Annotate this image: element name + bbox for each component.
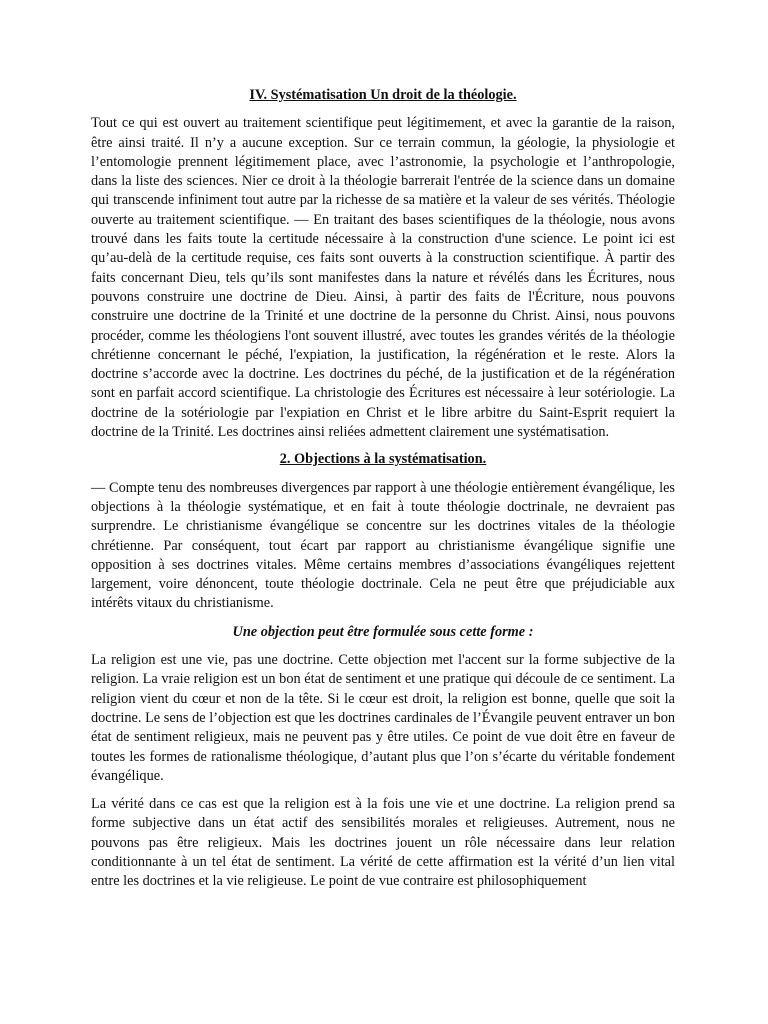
section-paragraph: — Compte tenu des nombreuses divergences par rapport à une théologie entièrement évangélique, les objections à la théologie systématique, et en fait à toute théologie doctrinale, ne devraient pas surprendre. Le christianisme évangélique se concentre sur les doctrines vitales de la théologie chrétienne. Par conséquent, tout écart par rapport au christianisme évangélique signifie une opposition à ses doctrines vitales. Même certains membres d’associations évangéliques rejettent largement, voire dénoncent, toute théologie doctrinale. Cela ne peut être que préjudiciable aux intérêts vitaux du christianisme. — [91, 479, 675, 612]
section-paragraph: Tout ce qui est ouvert au traitement scientifique peut légitimement, et avec la garantie de la raison, être ainsi traité. Il n’y a aucune exception. Sur ce terrain commun, la géologie, la physiologie et l’entomologie prennent légitimement place, avec l’astronomie, la psychologie et l’anthropologie, dans la liste des sciences. Nier ce droit à la théologie barrerait l'entrée de la science dans un domaine qui transcende infiniment tout autre par la richesse de sa matière et la valeur de ses vérités. Théologie ouverte au traitement scientifique. — En traitant des bases scientifiques de la théologie, nous avons trouvé dans les faits toute la certitude nécessaire à la construction d'une science. Le point ici est qu’au-delà de la certitude requise, ces faits sont ouverts à la construction scientifique. À partir des faits concernant Dieu, tels qu’ils sont manifestes dans la nature et révélés dans les Écritures, nous pouvons construire une doctrine de Dieu. Ainsi, à partir des faits de l'Écriture, nous pouvons construire une doctrine de la Trinité et une doctrine de la personne du Christ. Ainsi, nous pouvons procéder, comme les théologiens l'ont souvent illustré, avec toutes les grandes vérités de la théologie chrétienne concernant le péché, l'expiation, la justification, la régénération et le reste. Alors la doctrine s’accorde avec la doctrine. Les doctrines du péché, de la justification et de la régénération sont en parfait accord scientifique. La christologie des Écritures est nécessaire à leur sotériologie. La doctrine de la sotériologie par l'expiation en Christ et le libre arbitre du Saint-Esprit requiert la doctrine de la Trinité. Les doctrines ainsi reliées admettent clairement une systématisation. — [91, 115, 675, 441]
objection-title: Une objection peut être formulée sous cette forme : — [232, 623, 534, 640]
truth-paragraph: La vérité dans ce cas est que la religion est à la fois une vie et une doctrine. La religion prend sa forme subjective dans un état actif des sensibilités morales et religieuses. Autrement, nous ne pouvons pas être religieux. Mais les doctrines jouent un rôle nécessaire dans leur relation conditionnante à un tel état de sentiment. La vérité de cette affirmation est la vérité d’un lien vital entre les doctrines et la vie religieuse. Le point de vue contraire est philosophiquement — [91, 796, 675, 890]
objection-paragraph: La religion est une vie, pas une doctrine. Cette objection met l'accent sur la forme subjective de la religion. La vraie religion est un bon état de sentiment et une pratique qui découle de ce sentiment. La religion vient du cœur et non de la tête. Si le cœur est droit, la religion est bonne, quelle que soit la doctrine. Le sens de l’objection est que les doctrines cardinales de l’Évangile peuvent entraver un bon état de sentiment religieux, mais ne peuvent pas y être utiles. Ce point de vue doit être en faveur de toutes les formes de rationalisme théologique, d’autant plus que l’on s’écarte du véritable fondement évangélique. — [91, 652, 675, 784]
section-title: 2. Objections à la systématisation. — [279, 451, 487, 468]
section-title: IV. Systématisation Un droit de la théologie. — [249, 87, 517, 103]
document-page — [91, 86, 675, 901]
